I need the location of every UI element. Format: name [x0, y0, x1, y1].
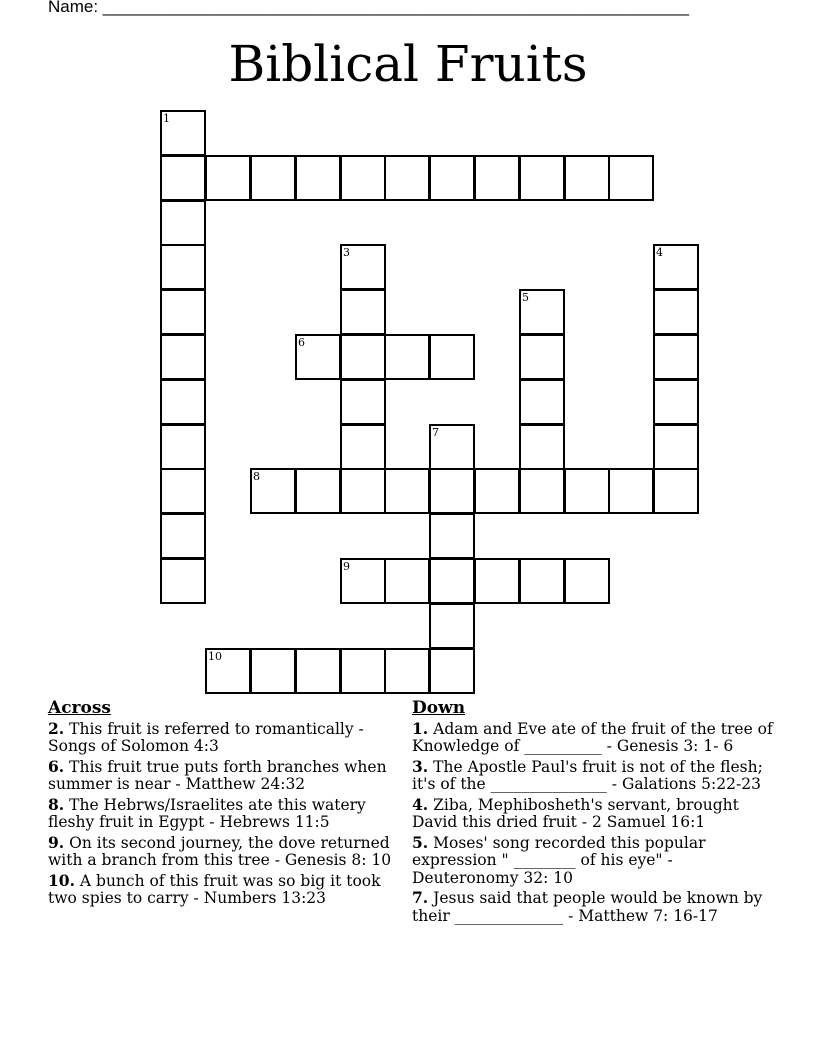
cell-number: 5: [522, 291, 529, 304]
crossword-cell[interactable]: [429, 513, 475, 559]
page-title: Biblical Fruits: [228, 35, 588, 93]
crossword-cell[interactable]: [160, 110, 206, 156]
clue-number: 4.: [412, 794, 429, 814]
down-clues: [412, 700, 782, 927]
crossword-cell[interactable]: [160, 289, 206, 335]
across-clue: [48, 872, 398, 908]
crossword-cell[interactable]: [295, 155, 341, 201]
crossword-cell[interactable]: [429, 424, 475, 470]
clue-text: The Apostle Paul's fruit is not of the flesh; it's of the _______________ - Galations 5:22-23: [412, 757, 763, 793]
clue-number: 1.: [412, 718, 429, 738]
crossword-cell[interactable]: [295, 468, 341, 514]
crossword-cell[interactable]: [564, 155, 610, 201]
crossword-cell[interactable]: [429, 334, 475, 380]
crossword-cell[interactable]: [384, 155, 430, 201]
clue-text: Ziba, Mephibosheth's servant, brought David this dried fruit - 2 Samuel 16:1: [412, 795, 739, 831]
crossword-cell[interactable]: [340, 334, 386, 380]
crossword-cell[interactable]: [295, 334, 341, 380]
crossword-cell[interactable]: [205, 155, 251, 201]
cell-number: 7: [432, 426, 439, 439]
crossword-cell[interactable]: [340, 155, 386, 201]
crossword-cell[interactable]: [340, 289, 386, 335]
clue-text: On its second journey, the dove returned with a branch from this tree - Genesis 8: 10: [48, 833, 392, 869]
crossword-cell[interactable]: [653, 424, 699, 470]
crossword-cell[interactable]: [429, 603, 475, 649]
crossword-cell[interactable]: [608, 155, 654, 201]
crossword-cell[interactable]: [160, 379, 206, 425]
crossword-cell[interactable]: [384, 648, 430, 694]
crossword-cell[interactable]: [384, 558, 430, 604]
cell-number: 4: [656, 246, 663, 259]
clue-number: 9.: [48, 832, 65, 852]
crossword-cell[interactable]: [564, 558, 610, 604]
crossword-cell[interactable]: [340, 648, 386, 694]
crossword-cell[interactable]: [160, 424, 206, 470]
clue-number: 6.: [48, 756, 65, 776]
clue-number: 7.: [412, 888, 429, 907]
crossword-cell[interactable]: [519, 289, 565, 335]
down-clue: [412, 720, 782, 756]
crossword-cell[interactable]: [564, 468, 610, 514]
clue-number: 3.: [412, 756, 429, 776]
clue-text: This fruit true puts forth branches when summer is near - Matthew 24:32: [48, 757, 387, 793]
crossword-cell[interactable]: [653, 334, 699, 380]
down-clue: [412, 834, 782, 888]
across-clue: [48, 834, 398, 870]
across-clue: [48, 758, 398, 794]
clue-text: Jesus said that people would be known by their ______________ - Matthew 7: 16-17: [412, 889, 763, 925]
crossword-cell[interactable]: [653, 289, 699, 335]
crossword-cell[interactable]: [160, 334, 206, 380]
crossword-cell[interactable]: [340, 558, 386, 604]
crossword-cell[interactable]: [474, 558, 520, 604]
crossword-cell[interactable]: [608, 468, 654, 514]
crossword-cell[interactable]: [160, 155, 206, 201]
clue-text: Adam and Eve ate of the fruit of the tree of Knowledge of __________ - Genesis 3: 1- 6: [412, 719, 773, 755]
crossword-cell[interactable]: [429, 558, 475, 604]
down-heading: Down: [412, 698, 466, 718]
crossword-cell[interactable]: [160, 558, 206, 604]
cell-number: 1: [163, 112, 170, 125]
crossword-cell[interactable]: [519, 334, 565, 380]
crossword-cell[interactable]: [653, 468, 699, 514]
crossword-cell[interactable]: [250, 155, 296, 201]
clue-number: 10.: [48, 870, 75, 890]
clue-number: 8.: [48, 794, 65, 814]
crossword-cell[interactable]: [384, 334, 430, 380]
clue-number: 5.: [412, 832, 429, 852]
across-clue: [48, 720, 398, 756]
crossword-cell[interactable]: [160, 244, 206, 290]
clue-number: 2.: [48, 718, 65, 738]
clue-text: The Hebrws/Israelites ate this watery fleshy fruit in Egypt - Hebrews 11:5: [48, 795, 366, 831]
crossword-cell[interactable]: [205, 648, 251, 694]
crossword-cell[interactable]: [340, 379, 386, 425]
crossword-cell[interactable]: [519, 379, 565, 425]
cell-number: 9: [343, 560, 350, 573]
cell-number: 10: [208, 650, 222, 663]
crossword-cell[interactable]: [519, 468, 565, 514]
crossword-cell[interactable]: [653, 379, 699, 425]
crossword-cell[interactable]: [250, 648, 296, 694]
crossword-cell[interactable]: [429, 468, 475, 514]
clue-text: A bunch of this fruit was so big it took two spies to carry - Numbers 13:23: [48, 871, 381, 907]
across-clues: [48, 700, 398, 910]
crossword-cell[interactable]: [295, 648, 341, 694]
crossword-cell[interactable]: [474, 468, 520, 514]
crossword-cell[interactable]: [653, 244, 699, 290]
cell-number: 6: [298, 336, 305, 349]
crossword-cell[interactable]: [519, 155, 565, 201]
clue-text: Moses' song recorded this popular expression " ________ of his eye" - Deuteronomy 32: 10: [412, 833, 706, 887]
crossword-cell[interactable]: [160, 200, 206, 246]
crossword-cell[interactable]: [250, 468, 296, 514]
crossword-cell[interactable]: [340, 244, 386, 290]
down-clue: [412, 796, 782, 832]
down-clue: [412, 758, 782, 794]
crossword-cell[interactable]: [519, 424, 565, 470]
crossword-cell[interactable]: [519, 558, 565, 604]
crossword-cell[interactable]: [160, 513, 206, 559]
crossword-cell[interactable]: [429, 648, 475, 694]
crossword-cell[interactable]: [160, 468, 206, 514]
cell-number: 3: [343, 246, 350, 259]
down-clue: [412, 889, 782, 925]
clue-text: This fruit is referred to romantically - Songs of Solomon 4:3: [48, 719, 364, 755]
cell-number: 8: [253, 470, 260, 483]
name-field[interactable]: Name: ______________________________________________________________: [48, 0, 689, 16]
across-clue: [48, 796, 398, 832]
crossword-cell[interactable]: [429, 155, 475, 201]
crossword-cell[interactable]: [340, 468, 386, 514]
across-heading: Across: [48, 698, 111, 718]
crossword-cell[interactable]: [384, 468, 430, 514]
crossword-cell[interactable]: [474, 155, 520, 201]
crossword-cell[interactable]: [340, 424, 386, 470]
